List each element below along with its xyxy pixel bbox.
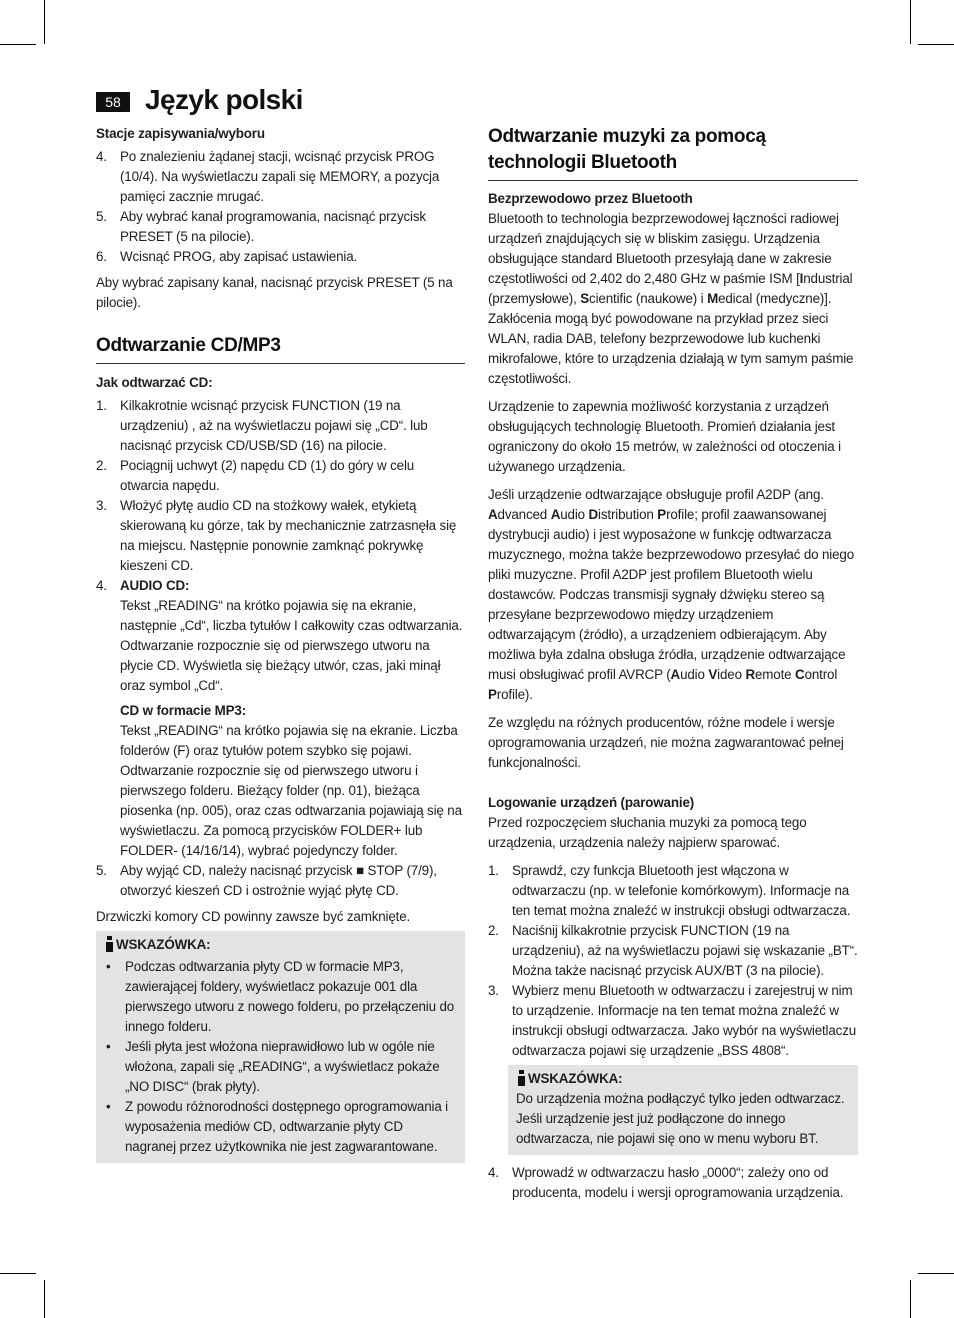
stations-list (96, 147, 465, 267)
mp3-label: CD w formacie MP3: (120, 703, 247, 718)
crop-mark (918, 1273, 954, 1274)
crop-mark (910, 1280, 911, 1318)
item-number: 5. (96, 209, 107, 224)
list-item (96, 207, 465, 247)
item-number: 3. (96, 498, 107, 513)
right-column (488, 124, 858, 1203)
crop-mark (910, 0, 911, 44)
note-title (104, 935, 455, 955)
item-number: 5. (96, 863, 107, 878)
text-run: ideo (717, 667, 746, 682)
item-text: Aby wybrać kanał programowania, nacisnąć przycisk PRESET (5 na pilocie). (120, 209, 426, 244)
audio-cd-text: Tekst „READING“ na krótko pojawia się na ekranie, następnie „Cd“, liczba tytułów I całkowity czas odtwarzania. Odtwarzanie rozpocznie się od pierwszego utworu na płycie CD. Wyświetla się bieżący utwór, czas, jaki minął oraz symbol „Cd“. (120, 598, 463, 693)
text-run: Bluetooth to technologia bezprzewodowej łączności radiowej urządzeń znajdujących się w bliskim zasięgu. Urządzenia obsługujące standard Bluetooth przesyłają dane w zakresie częstotliwości od 2,402 do 2,480 GHz w paśmie ISM [ (488, 211, 839, 286)
wireless-paragraph-1 (488, 209, 858, 389)
text-run: P (657, 507, 667, 522)
text-run: rofile). (496, 687, 533, 702)
text-run: Jeśli urządzenie odtwarzające obsługuje profil A2DP (ang. (488, 487, 824, 502)
audio-cd-label: AUDIO CD: (120, 578, 190, 593)
text-run: dvanced (497, 507, 551, 522)
list-item (104, 1037, 455, 1097)
text-run: udio (560, 507, 589, 522)
item-number: 4. (96, 149, 107, 164)
mp3-text: Tekst „READING“ na krótko pojawia się na ekranie. Liczba folderów (F) oraz tytułów potem szybko się pojawi. Odtwarzanie rozpocznie się od pierwszego utworu i pierwszego folderu. Bieżący folder (np. 01), bieżąca piosenka (np. 005), oraz czas odtwarzania pojawiają się na wyświetlaczu. Za pomocą przycisków FOLDER+ lub FOLDER- (14/16/14), wybrać pojedynczy folder. (120, 723, 462, 858)
info-icon (516, 1070, 526, 1086)
left-column (96, 124, 465, 1163)
text-run: emote (755, 667, 796, 682)
stations-closing: Aby wybrać zapisany kanał, nacisnąć przycisk PRESET (5 na pilocie). (96, 275, 453, 310)
text-run: P (488, 687, 497, 702)
page-title: Język polski (145, 84, 303, 115)
text-run: ndustrial (przemysłowe), (488, 271, 853, 306)
text-run: D (588, 507, 599, 522)
crop-mark (918, 44, 954, 45)
text-run: V (708, 667, 718, 682)
item-text: Włożyć płytę audio CD na stożkowy wałek, etykietą skierowaną ku górze, tak by mechanicznie zatrzasnęła się na miejscu. Następnie ponownie zamknąć pokrywkę kieszeni CD. (120, 498, 457, 573)
cd-closing: Drzwiczki komory CD powinny zawsze być zamknięte. (96, 909, 411, 924)
pairing-heading: Logowanie urządzeń (parowanie) (488, 795, 695, 810)
item-text: STOP (7/9), otworzyć kieszeń CD i ostrożnie wyjąć płytę CD. (120, 863, 437, 898)
text-run: M (707, 291, 719, 306)
item-text: Aby wyjąć CD, należy nacisnąć przycisk (120, 863, 357, 878)
item-text: Wprowadź w odtwarzaczu hasło „0000“; zależy ono od producenta, modelu i wersji oprogramowania urządzenia. (512, 1165, 844, 1200)
wireless-paragraph-3 (488, 485, 858, 705)
bullet: • (106, 959, 111, 974)
crop-mark (0, 44, 36, 45)
list-item (96, 247, 465, 267)
list-item (488, 861, 858, 921)
item-text: Wcisnąć PROG, aby zapisać ustawienia. (120, 249, 358, 264)
text-run: A (670, 667, 681, 682)
item-text: Pociągnij uchwyt (2) napędu CD (1) do góry w celu otwarcia napędu. (120, 458, 415, 493)
item-number: 2. (488, 923, 499, 938)
list-item (488, 981, 858, 1061)
item-number: 3. (488, 983, 499, 998)
item-text: Podczas odtwarzania płyty CD w formacie MP3, zawierającej foldery, wyświetlacz pokazuje 001 dla pierwszego utworu z nowego folderu, po przełączeniu do innego folderu. (125, 959, 455, 1034)
wireless-heading: Bezprzewodowo przez Bluetooth (488, 191, 693, 206)
pairing-steps-list (488, 861, 858, 1061)
text-run: A (488, 507, 498, 522)
text-run: ontrol (804, 667, 838, 682)
list-item (104, 1097, 455, 1157)
text-run: I (799, 271, 804, 286)
wireless-paragraph-2: Urządzenie to zapewnia możliwość korzystania z urządzeń obsługujących technologię Bluetooth. Promień działania jest ograniczony do około 15 metrów, w zależności od otoczenia i używanego urządzenia. (488, 399, 841, 474)
crop-mark (44, 0, 45, 44)
pairing-intro: Przed rozpoczęciem słuchania muzyki za pomocą tego urządzenia, urządzenia należy najpierw sparować. (488, 815, 807, 850)
stop-symbol-icon: ■ (356, 863, 364, 878)
list-item (488, 921, 858, 981)
item-number: 1. (488, 863, 499, 878)
note-title-text: WSKAZÓWKA: (528, 1071, 623, 1086)
list-item (96, 456, 465, 496)
text-run: istribution (598, 507, 658, 522)
note-title-text: WSKAZÓWKA: (116, 937, 211, 952)
text-run: edical (medyczne)]. Zakłócenia mogą być powodowane na przykład przez sieci WLAN, radia DAB, telefony bezprzewodowe lub kuchenki mikrofalowe, które to urządzenia działają w tym samym paśmie częstotliwości. (488, 291, 854, 386)
text-run: rofile; profil zaawansowanej dystrybucji audio) i jest wyposażone w funkcję odtwarzacza muzycznego, można także bezprzewodowo przesyłać do niego pliki muzyczne. Profil A2DP jest profilem Bluetooth wielu dostawców. Podczas transmisji sygnały dźwięku stereo są przesyłane bezprzewodowo między urządzeniem odtwarzającym (źródło), a urządzeniem odbierającym. Aby możliwa była zdalna obsługa źródła, urządzenie odtwarzające musi obsługiwać profil AVRCP ( (488, 507, 854, 682)
list-item (96, 396, 465, 456)
text-run: udio (680, 667, 709, 682)
item-text: Kilkakrotnie wcisnąć przycisk FUNCTION (19 na urządzeniu) , aż na wyświetlaczu pojawi się „CD“. lub nacisnąć przycisk CD/USB/SD (16) na pilocie. (120, 398, 428, 453)
crop-mark (0, 1273, 36, 1274)
item-text: Naciśnij kilkakrotnie przycisk FUNCTION (19 na urządzeniu), aż na wyświetlaczu pojawi się wskazanie „BT“. Można także nacisnąć przycisk AUX/BT (3 na pilocie). (512, 923, 858, 978)
item-text: Z powodu różnorodności dostępnego oprogramowania i wyposażenia mediów CD, odtwarzanie płyty CD nagranej przez użytkownika nie jest zagwarantowane. (125, 1099, 449, 1154)
note-box (96, 931, 465, 1163)
bluetooth-section-title: Odtwarzanie muzyki za pomocą technologii Bluetooth (488, 124, 858, 181)
crop-mark (44, 1280, 45, 1318)
item-text: Wybierz menu Bluetooth w odtwarzaczu i zarejestruj w nim to urządzenie. Informacje na ten temat można znaleźć w instrukcji obsługi odtwarzacza. Jako wybór na wyświetlaczu odtwarzacza pojawi się urządzenie „BSS 4808“. (512, 983, 857, 1058)
item-number: 4. (96, 578, 107, 593)
pairing-note-box (508, 1065, 858, 1155)
bullet: • (106, 1039, 111, 1054)
item-number: 1. (96, 398, 107, 413)
item-text: Po znalezieniu żądanej stacji, wcisnąć przycisk PROG (10/4). Na wyświetlaczu zapali się MEMORY, a pozycja pamięci zacznie mrugać. (120, 149, 440, 204)
info-icon (104, 936, 114, 952)
page-number: 58 (96, 92, 130, 112)
item-text: Sprawdź, czy funkcja Bluetooth jest włączona w odtwarzaczu (np. w telefonie komórkowym). Informacje na ten temat można znaleźć w instrukcji obsługi odtwarzacza. (512, 863, 851, 918)
list-item (96, 576, 465, 861)
cd-heading: Jak odtwarzać CD: (96, 375, 213, 390)
list-item (96, 861, 465, 901)
list-item (96, 147, 465, 207)
text-run: A (550, 507, 561, 522)
text-run: S (580, 291, 590, 306)
item-number: 2. (96, 458, 107, 473)
note-list (104, 957, 455, 1157)
item-number: 6. (96, 249, 107, 264)
pairing-steps-list-continued (488, 1163, 858, 1203)
wireless-paragraph-4: Ze względu na różnych producentów, różne modele i wersje oprogramowania urządzeń, nie można zagwarantować pełnej funkcjonalności. (488, 715, 844, 770)
text-run: R (745, 667, 755, 682)
note-text: Do urządzenia można podłączyć tylko jeden odtwarzacz. Jeśli urządzenie jest już podłączone do innego odtwarzacza, nie pojawi się ono w menu wyboru BT. (516, 1091, 845, 1146)
note-title (516, 1069, 848, 1089)
list-item (104, 957, 455, 1037)
list-item (488, 1163, 858, 1203)
cd-steps-list (96, 396, 465, 901)
text-run: C (795, 667, 805, 682)
text-run: cientific (naukowe) i (589, 291, 708, 306)
cd-section-title: Odtwarzanie CD/MP3 (96, 333, 465, 364)
item-number: 4. (488, 1165, 499, 1180)
list-item (96, 496, 465, 576)
bullet: • (106, 1099, 111, 1114)
item-text: Jeśli płyta jest włożona nieprawidłowo lub w ogóle nie włożona, zapali się „READING“, a wyświetlacz pokaże „NO DISC“ (brak płyty). (125, 1039, 440, 1094)
stations-heading: Stacje zapisywania/wyboru (96, 126, 265, 141)
